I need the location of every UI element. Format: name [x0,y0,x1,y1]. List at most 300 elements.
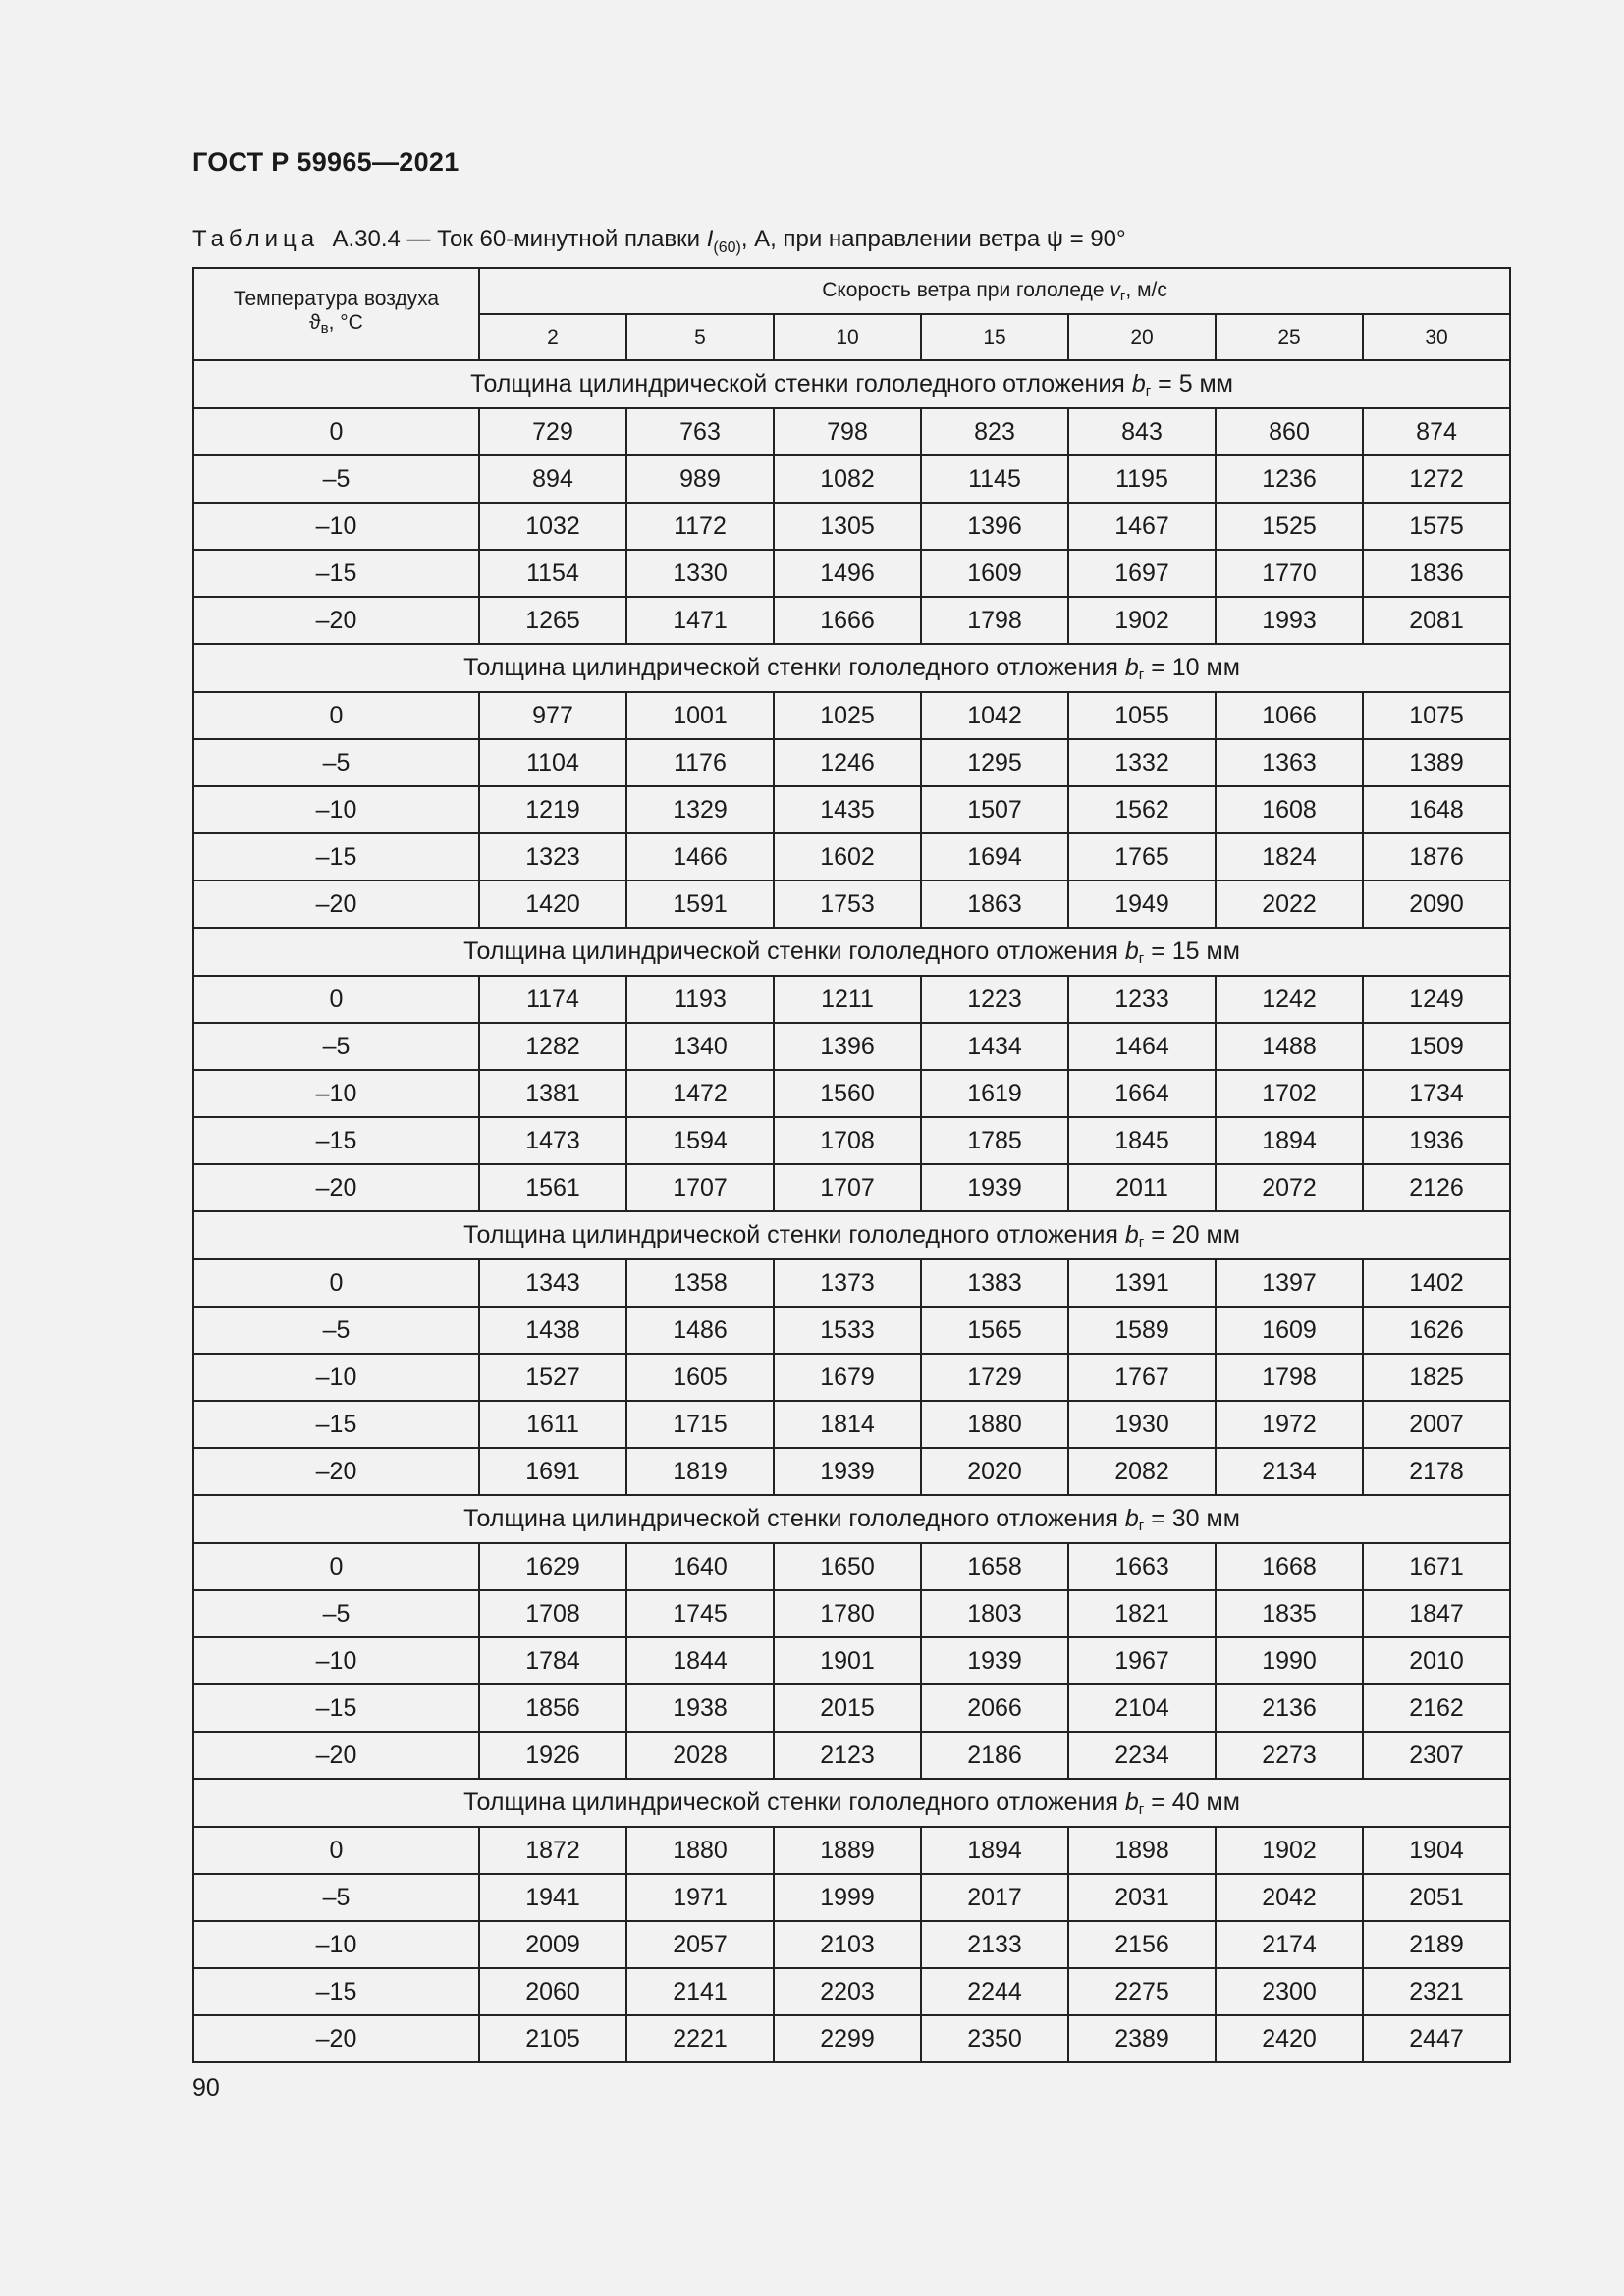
table-row [193,1259,1510,1307]
current-value-cell: 1825 [1363,1354,1510,1401]
section-var: b [1124,1220,1139,1249]
table-row [193,1921,1510,1968]
current-value-cell: 1323 [479,833,626,881]
current-value-cell: 1565 [921,1307,1068,1354]
current-value-cell: 1219 [479,786,626,833]
current-value-cell: 1648 [1363,786,1510,833]
current-value-cell: 2221 [626,2015,774,2062]
table-row [193,692,1510,739]
current-value-cell: 1668 [1216,1543,1363,1590]
current-value-cell: 2105 [479,2015,626,2062]
current-value-cell: 1249 [1363,976,1510,1023]
current-value-cell: 1363 [1216,739,1363,786]
current-value-cell: 1389 [1363,739,1510,786]
current-value-cell: 2178 [1363,1448,1510,1495]
section-label: Толщина цилиндрической стенки гололедного отложения [463,1504,1118,1532]
temperature-cell: –15 [193,1401,479,1448]
current-value-cell: 1195 [1068,455,1216,503]
current-value-cell: 1753 [774,881,921,928]
current-value-cell: 2299 [774,2015,921,2062]
current-value-cell: 2060 [479,1968,626,2015]
current-value-cell: 1438 [479,1307,626,1354]
table-row [193,455,1510,503]
temperature-cell: –5 [193,739,479,786]
current-value-cell: 729 [479,408,626,455]
current-value-cell: 2136 [1216,1684,1363,1732]
current-value-cell: 1650 [774,1543,921,1590]
current-value-cell: 2009 [479,1921,626,1968]
current-value-cell: 1939 [921,1637,1068,1684]
temperature-cell: 0 [193,692,479,739]
temperature-cell: –5 [193,1590,479,1637]
section-var: b [1124,1788,1139,1816]
current-value-cell: 1104 [479,739,626,786]
temperature-cell: –5 [193,455,479,503]
current-value-cell: 1242 [1216,976,1363,1023]
temperature-cell: –15 [193,1684,479,1732]
current-value-cell: 1941 [479,1874,626,1921]
current-value-cell: 1926 [479,1732,626,1779]
current-value-cell: 1055 [1068,692,1216,739]
table-caption [192,226,1126,257]
current-value-cell: 1533 [774,1307,921,1354]
wind-speed-unit: , м/с [1125,278,1167,301]
current-value-cell: 2234 [1068,1732,1216,1779]
current-value-cell: 1707 [774,1164,921,1211]
current-value-cell: 2010 [1363,1637,1510,1684]
table-row [193,1590,1510,1637]
current-value-cell: 1999 [774,1874,921,1921]
section-thickness: = 15 мм [1151,936,1240,965]
temperature-cell: 0 [193,1827,479,1874]
temperature-cell: 0 [193,408,479,455]
current-value-cell: 1236 [1216,455,1363,503]
current-value-cell: 1967 [1068,1637,1216,1684]
current-value-cell: 1658 [921,1543,1068,1590]
current-value-cell: 1272 [1363,455,1510,503]
current-value-cell: 1486 [626,1307,774,1354]
speed-header-cell: 2 [479,314,626,360]
current-value-cell: 1295 [921,739,1068,786]
current-value-cell: 2162 [1363,1684,1510,1732]
current-value-cell: 1605 [626,1354,774,1401]
current-value-cell: 2350 [921,2015,1068,2062]
table-row [193,1354,1510,1401]
current-value-cell: 2389 [1068,2015,1216,2062]
current-value-cell: 1798 [921,597,1068,644]
speed-header-cell: 25 [1216,314,1363,360]
current-value-cell: 1396 [921,503,1068,550]
table-row [193,1164,1510,1211]
temperature-cell: –20 [193,881,479,928]
temperature-symbol-sub: в [320,320,329,337]
current-value-cell: 763 [626,408,774,455]
current-value-cell: 1889 [774,1827,921,1874]
section-header-cell [193,928,1510,976]
current-value-cell: 1780 [774,1590,921,1637]
current-value-cell: 2321 [1363,1968,1510,2015]
table-row [193,1307,1510,1354]
section-header-row [193,1495,1510,1543]
current-value-cell: 1340 [626,1023,774,1070]
section-thickness: = 5 мм [1158,369,1233,398]
current-value-cell: 1949 [1068,881,1216,928]
current-value-cell: 1694 [921,833,1068,881]
temperature-header [193,268,479,360]
current-value-cell: 2141 [626,1968,774,2015]
current-value-cell: 1835 [1216,1590,1363,1637]
current-value-cell: 1591 [626,881,774,928]
current-value-cell: 823 [921,408,1068,455]
current-value-cell: 1770 [1216,550,1363,597]
section-header-cell [193,360,1510,408]
table-row [193,1827,1510,1874]
current-value-cell: 1467 [1068,503,1216,550]
current-value-cell: 1715 [626,1401,774,1448]
current-value-cell: 1527 [479,1354,626,1401]
temperature-cell: –15 [193,550,479,597]
current-value-cell: 2300 [1216,1968,1363,2015]
current-value-cell: 1609 [1216,1307,1363,1354]
temperature-cell: –15 [193,833,479,881]
table-row [193,1448,1510,1495]
current-value-cell: 1785 [921,1117,1068,1164]
current-value-cell: 2020 [921,1448,1068,1495]
temperature-cell: –10 [193,1354,479,1401]
temperature-header-label: Температура воздуха [233,288,440,310]
section-var-sub: г [1138,949,1145,967]
temperature-cell: –5 [193,1023,479,1070]
current-value-cell: 1691 [479,1448,626,1495]
current-value-cell: 1560 [774,1070,921,1117]
section-var-sub: г [1145,382,1152,400]
current-value-cell: 1707 [626,1164,774,1211]
current-value-cell: 1154 [479,550,626,597]
current-value-cell: 1664 [1068,1070,1216,1117]
current-value-cell: 1844 [626,1637,774,1684]
current-value-cell: 1697 [1068,550,1216,597]
section-var: b [1124,1504,1139,1532]
section-label: Толщина цилиндрической стенки гололедного отложения [463,1788,1118,1816]
current-value-cell: 1629 [479,1543,626,1590]
section-var-sub: г [1138,666,1145,683]
caption-text-end: , А, при направлении ветра ψ = 90° [740,226,1126,252]
current-value-cell: 1894 [921,1827,1068,1874]
current-value-cell: 1589 [1068,1307,1216,1354]
section-thickness: = 20 мм [1151,1220,1240,1249]
current-value-cell: 874 [1363,408,1510,455]
current-value-cell: 1464 [1068,1023,1216,1070]
current-value-cell: 1708 [479,1590,626,1637]
current-value-cell: 1611 [479,1401,626,1448]
temperature-cell: –20 [193,597,479,644]
current-value-cell: 1343 [479,1259,626,1307]
current-value-cell: 1767 [1068,1354,1216,1401]
section-header-cell [193,1779,1510,1827]
current-value-cell: 1821 [1068,1590,1216,1637]
current-value-cell: 2273 [1216,1732,1363,1779]
current-value-cell: 1609 [921,550,1068,597]
current-value-cell: 894 [479,455,626,503]
table-row [193,1023,1510,1070]
current-value-cell: 2133 [921,1921,1068,1968]
current-value-cell: 1305 [774,503,921,550]
current-value-cell: 1525 [1216,503,1363,550]
current-value-cell: 1856 [479,1684,626,1732]
current-value-cell: 1729 [921,1354,1068,1401]
current-value-cell: 1702 [1216,1070,1363,1117]
current-value-cell: 1901 [774,1637,921,1684]
current-value-cell: 2072 [1216,1164,1363,1211]
current-value-cell: 1397 [1216,1259,1363,1307]
current-value-cell: 2028 [626,1732,774,1779]
table-row [193,550,1510,597]
caption-number: А.30.4 [332,226,401,252]
current-value-cell: 2203 [774,1968,921,2015]
current-value-cell: 1082 [774,455,921,503]
current-value-cell: 2123 [774,1732,921,1779]
current-value-cell: 1211 [774,976,921,1023]
speed-header-cell: 15 [921,314,1068,360]
table-row [193,1401,1510,1448]
current-value-cell: 1819 [626,1448,774,1495]
section-var: b [1131,369,1146,398]
current-value-cell: 2051 [1363,1874,1510,1921]
current-value-cell: 2420 [1216,2015,1363,2062]
section-var: b [1124,936,1139,965]
current-value-cell: 1938 [626,1684,774,1732]
temperature-cell: –5 [193,1307,479,1354]
current-value-cell: 1001 [626,692,774,739]
speed-header-cell: 10 [774,314,921,360]
current-value-cell: 1640 [626,1543,774,1590]
current-value-cell: 1993 [1216,597,1363,644]
current-value-cell: 1562 [1068,786,1216,833]
temperature-cell: –10 [193,1921,479,1968]
current-value-cell: 1496 [774,550,921,597]
temperature-cell: –20 [193,2015,479,2062]
current-value-cell: 2126 [1363,1164,1510,1211]
current-value-cell: 2042 [1216,1874,1363,1921]
current-value-cell: 1663 [1068,1543,1216,1590]
current-value-cell: 1939 [921,1164,1068,1211]
section-var-sub: г [1138,1233,1145,1251]
wind-speed-var-sub: г [1119,287,1126,304]
current-value-cell: 1602 [774,833,921,881]
current-value-cell: 1488 [1216,1023,1363,1070]
current-value-cell: 1745 [626,1590,774,1637]
current-value-cell: 1824 [1216,833,1363,881]
current-value-cell: 2134 [1216,1448,1363,1495]
wind-speed-var: v [1110,278,1120,301]
section-header-cell [193,1495,1510,1543]
current-value-cell: 1434 [921,1023,1068,1070]
temperature-cell: –20 [193,1448,479,1495]
speed-header-cell: 5 [626,314,774,360]
table-row [193,881,1510,928]
current-value-cell: 2447 [1363,2015,1510,2062]
temperature-unit: , °C [328,311,363,334]
current-value-cell: 1863 [921,881,1068,928]
current-value-cell: 2174 [1216,1921,1363,1968]
current-value-cell: 2007 [1363,1401,1510,1448]
current-value-cell: 1902 [1216,1827,1363,1874]
current-value-cell: 1990 [1216,1637,1363,1684]
table-row [193,408,1510,455]
current-value-cell: 843 [1068,408,1216,455]
current-value-cell: 2090 [1363,881,1510,928]
temperature-cell: 0 [193,1259,479,1307]
section-header-row [193,360,1510,408]
current-value-cell: 2081 [1363,597,1510,644]
page-number: 90 [192,2074,220,2102]
current-value-cell: 1972 [1216,1401,1363,1448]
current-value-cell: 1902 [1068,597,1216,644]
table-row [193,1117,1510,1164]
table-row [193,976,1510,1023]
current-value-cell: 2017 [921,1874,1068,1921]
table-body [193,360,1510,2062]
current-value-cell: 2156 [1068,1921,1216,1968]
current-value-cell: 798 [774,408,921,455]
temperature-cell: –10 [193,786,479,833]
current-value-cell: 1396 [774,1023,921,1070]
caption-var: I [706,226,714,252]
current-value-cell: 1561 [479,1164,626,1211]
table-row [193,1070,1510,1117]
table-row [193,1543,1510,1590]
caption-text: — Ток 60-минутной плавки [406,226,701,252]
current-value-cell: 2082 [1068,1448,1216,1495]
section-label: Толщина цилиндрической стенки гололедного отложения [470,369,1125,398]
section-header-cell [193,1211,1510,1259]
current-value-cell: 1174 [479,976,626,1023]
current-value-cell: 1971 [626,1874,774,1921]
current-value-cell: 1894 [1216,1117,1363,1164]
current-value-cell: 1471 [626,597,774,644]
current-value-cell: 2031 [1068,1874,1216,1921]
current-value-cell: 860 [1216,408,1363,455]
current-value-cell: 1880 [921,1401,1068,1448]
current-value-cell: 1025 [774,692,921,739]
current-value-cell: 1402 [1363,1259,1510,1307]
current-value-cell: 1619 [921,1070,1068,1117]
table-row [193,833,1510,881]
current-value-cell: 1282 [479,1023,626,1070]
current-value-cell: 1420 [479,881,626,928]
current-value-cell: 1473 [479,1117,626,1164]
section-label: Толщина цилиндрической стенки гололедного отложения [463,1220,1118,1249]
current-value-cell: 1876 [1363,833,1510,881]
caption-var-sub: (60) [713,239,741,256]
wind-speed-label: Скорость ветра при гололеде [822,278,1105,301]
current-value-cell: 1507 [921,786,1068,833]
section-header-row [193,1779,1510,1827]
table-row [193,786,1510,833]
speed-header-cell: 30 [1363,314,1510,360]
current-value-cell: 2307 [1363,1732,1510,1779]
current-value-cell: 2015 [774,1684,921,1732]
temperature-symbol: ϑ [309,311,321,334]
current-value-cell: 1666 [774,597,921,644]
current-value-cell: 1509 [1363,1023,1510,1070]
current-value-cell: 1939 [774,1448,921,1495]
current-value-cell: 1734 [1363,1070,1510,1117]
current-value-cell: 1880 [626,1827,774,1874]
section-label: Толщина цилиндрической стенки гололедного отложения [463,653,1118,681]
current-value-cell: 1608 [1216,786,1363,833]
current-value-cell: 1381 [479,1070,626,1117]
section-label: Толщина цилиндрической стенки гололедного отложения [463,936,1118,965]
temperature-cell: –5 [193,1874,479,1921]
current-value-cell: 2022 [1216,881,1363,928]
section-thickness: = 10 мм [1151,653,1240,681]
temperature-cell: 0 [193,976,479,1023]
current-value-cell: 1472 [626,1070,774,1117]
current-value-cell: 1765 [1068,833,1216,881]
document-header: ГОСТ Р 59965—2021 [192,147,460,177]
table-row [193,1874,1510,1921]
current-value-cell: 1329 [626,786,774,833]
current-value-cell: 1872 [479,1827,626,1874]
temperature-cell: –10 [193,1637,479,1684]
section-thickness: = 40 мм [1151,1788,1240,1816]
table-row [193,1684,1510,1732]
current-value-cell: 1836 [1363,550,1510,597]
current-value-cell: 977 [479,692,626,739]
current-value-cell: 1626 [1363,1307,1510,1354]
current-value-cell: 1358 [626,1259,774,1307]
section-header-row [193,1211,1510,1259]
current-value-cell: 1373 [774,1259,921,1307]
current-value-cell: 1193 [626,976,774,1023]
current-value-cell: 2066 [921,1684,1068,1732]
current-value-cell: 1383 [921,1259,1068,1307]
current-value-cell: 1930 [1068,1401,1216,1448]
current-value-cell: 1145 [921,455,1068,503]
current-value-cell: 1814 [774,1401,921,1448]
current-value-cell: 1042 [921,692,1068,739]
table-row [193,739,1510,786]
temperature-cell: –15 [193,1117,479,1164]
current-value-cell: 1435 [774,786,921,833]
table-row [193,503,1510,550]
current-value-cell: 1671 [1363,1543,1510,1590]
current-value-cell: 1176 [626,739,774,786]
current-value-cell: 1032 [479,503,626,550]
current-table [192,267,1511,2063]
temperature-cell: –10 [193,1070,479,1117]
current-value-cell: 1845 [1068,1117,1216,1164]
section-header-row [193,644,1510,692]
current-value-cell: 1265 [479,597,626,644]
section-var-sub: г [1138,1517,1145,1534]
current-value-cell: 1784 [479,1637,626,1684]
section-header-row [193,928,1510,976]
temperature-cell: –15 [193,1968,479,2015]
table-row [193,1637,1510,1684]
current-value-cell: 1936 [1363,1117,1510,1164]
current-value-cell: 1330 [626,550,774,597]
current-value-cell: 2186 [921,1732,1068,1779]
speed-header-cell: 20 [1068,314,1216,360]
current-value-cell: 1332 [1068,739,1216,786]
temperature-cell: –20 [193,1732,479,1779]
temperature-cell: 0 [193,1543,479,1590]
current-value-cell: 2057 [626,1921,774,1968]
current-value-cell: 1898 [1068,1827,1216,1874]
current-value-cell: 1223 [921,976,1068,1023]
